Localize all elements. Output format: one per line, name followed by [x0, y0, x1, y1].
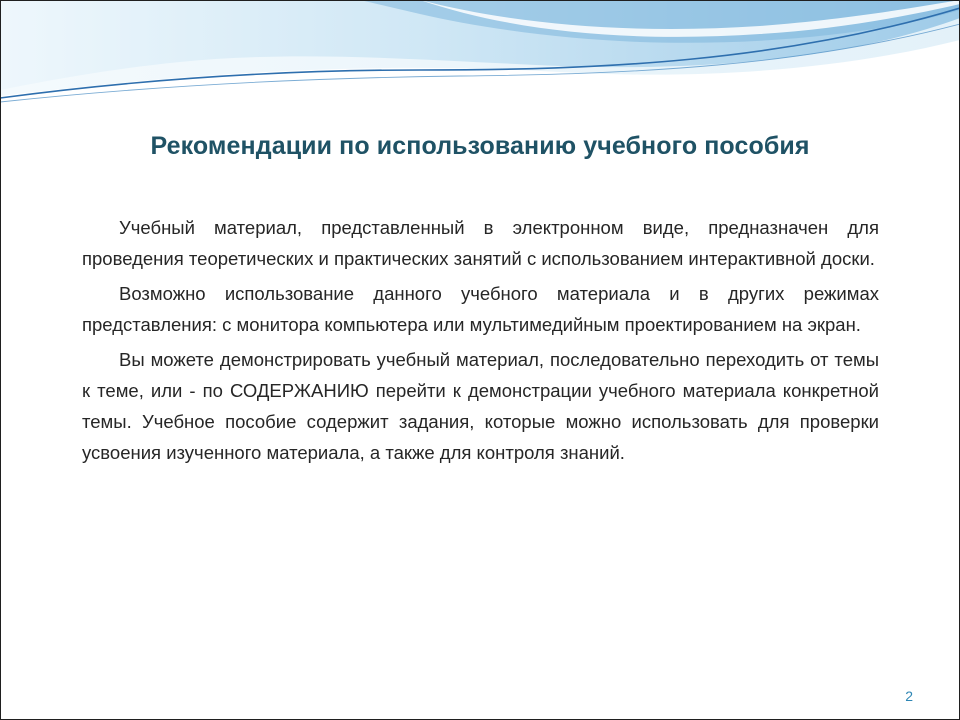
paragraph-1: Учебный материал, представленный в электронном виде, предназначен для проведения теоретических и практических занятий с использованием интерактивной доски.	[82, 217, 879, 269]
page-number: 2	[905, 688, 913, 704]
slide-body	[82, 212, 879, 472]
paragraph-3: Вы можете демонстрировать учебный материал, последовательно переходить от темы к теме, или - по СОДЕРЖАНИЮ перейти к демонстрации учебного материала конкретной темы. Учебное пособие содержит задания, которые можно использовать для проверки усвоения изученного материала, а также для контроля знаний.	[82, 349, 879, 463]
paragraph-2: Возможно использование данного учебного материала и в других режимах представления: с монитора компьютера или мультимедийным проектированием на экран.	[82, 283, 879, 335]
slide-title: Рекомендации по использованию учебного пособия	[150, 132, 810, 160]
header-wave-decoration	[0, 0, 960, 120]
